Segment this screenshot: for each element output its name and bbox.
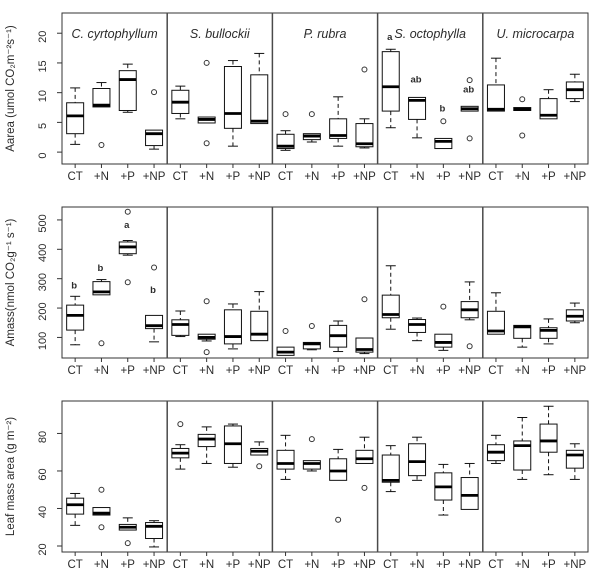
species-title: U. microcarpa bbox=[496, 27, 575, 41]
box-plus-P bbox=[119, 518, 136, 571]
x-tick-label: +P bbox=[330, 171, 346, 183]
x-tick-label: +P bbox=[436, 559, 451, 571]
significance-letter: ab bbox=[463, 84, 475, 96]
outlier-point bbox=[178, 422, 183, 427]
box-CT bbox=[487, 435, 504, 571]
significance-letter: b bbox=[150, 284, 156, 296]
panel-u-microcarpa bbox=[483, 401, 587, 571]
outlier-point bbox=[99, 525, 104, 530]
x-tick-label: +N bbox=[514, 171, 530, 183]
iqr-box bbox=[487, 85, 504, 111]
outlier-point bbox=[467, 136, 472, 141]
x-tick-label: +N bbox=[304, 559, 320, 571]
x-tick-label: +N bbox=[199, 559, 215, 571]
x-tick-label: +NP bbox=[142, 171, 166, 183]
iqr-box bbox=[251, 75, 268, 124]
outlier-point bbox=[152, 90, 157, 95]
box-plus-P bbox=[435, 104, 452, 183]
box-CT bbox=[277, 435, 294, 571]
x-tick-label: +NP bbox=[353, 171, 376, 183]
x-tick-label: CT bbox=[277, 171, 294, 183]
panel-s-octophylla bbox=[378, 401, 482, 571]
species-title: C. cyrtophyllum bbox=[71, 27, 158, 41]
y-tick-label: 100 bbox=[37, 331, 49, 351]
iqr-box bbox=[198, 434, 215, 446]
x-tick-label: +P bbox=[436, 171, 451, 183]
x-tick-label: +NP bbox=[563, 365, 587, 377]
x-tick-label: +NP bbox=[247, 559, 271, 571]
outlier-point bbox=[362, 67, 367, 72]
x-tick-label: CT bbox=[67, 559, 83, 571]
iqr-box bbox=[303, 461, 320, 469]
x-tick-label: +P bbox=[225, 559, 241, 571]
x-tick-label: +NP bbox=[247, 171, 271, 183]
panel-p-rubra bbox=[272, 13, 376, 183]
x-tick-label: CT bbox=[172, 365, 189, 377]
outlier-point bbox=[336, 517, 341, 522]
x-tick-label: +N bbox=[409, 559, 425, 571]
panel-u-microcarpa bbox=[483, 13, 587, 183]
box-plus-NP bbox=[143, 521, 166, 571]
outlier-point bbox=[99, 487, 104, 492]
box-plus-N bbox=[409, 318, 426, 377]
y-axis-label: Aarea (umol CO₂m⁻²s⁻¹) bbox=[5, 25, 17, 152]
outlier-point bbox=[309, 112, 314, 117]
box-plus-N bbox=[93, 487, 110, 571]
iqr-box bbox=[224, 310, 241, 344]
panel-s-bullockii bbox=[167, 401, 271, 571]
panel-s-octophylla bbox=[378, 207, 482, 377]
y-tick-label: 20 bbox=[37, 543, 49, 556]
x-tick-label: CT bbox=[383, 171, 399, 183]
iqr-box bbox=[119, 71, 136, 111]
x-tick-label: +NP bbox=[458, 559, 482, 571]
x-tick-label: CT bbox=[67, 171, 83, 183]
significance-letter: a bbox=[387, 31, 393, 43]
x-tick-label: +N bbox=[514, 365, 530, 377]
outlier-point bbox=[125, 280, 130, 285]
x-tick-label: +N bbox=[93, 365, 109, 377]
y-tick-label: 500 bbox=[37, 214, 49, 233]
boxplot-row-leaf-mass-area bbox=[0, 388, 600, 582]
y-tick-label: 5 bbox=[37, 122, 50, 129]
significance-letter: ab bbox=[410, 74, 422, 86]
outlier-point bbox=[283, 328, 288, 333]
y-tick-label: 400 bbox=[37, 243, 49, 262]
y-tick-label: 0 bbox=[37, 152, 49, 159]
x-tick-label: +N bbox=[199, 171, 215, 183]
y-tick-label: 15 bbox=[37, 60, 49, 73]
x-tick-label: +P bbox=[541, 171, 556, 183]
box-plus-NP bbox=[458, 282, 481, 377]
box-plus-N bbox=[514, 325, 531, 377]
y-tick-label: 80 bbox=[37, 430, 49, 444]
box-plus-P bbox=[540, 406, 557, 571]
x-tick-label: +P bbox=[541, 365, 556, 377]
box-plus-N bbox=[198, 60, 215, 183]
box-plus-P bbox=[435, 464, 452, 571]
outlier-point bbox=[441, 304, 446, 309]
box-plus-P bbox=[224, 424, 241, 571]
x-tick-label: +N bbox=[304, 365, 320, 377]
box-plus-N bbox=[93, 83, 110, 183]
box-plus-P bbox=[330, 321, 347, 377]
x-tick-label: CT bbox=[172, 559, 189, 571]
y-tick-label: 300 bbox=[37, 273, 49, 292]
box-plus-P bbox=[435, 304, 452, 377]
y-axis-label: Amass(nmol CO₂g⁻¹ s⁻¹) bbox=[5, 218, 17, 347]
box-plus-P bbox=[330, 97, 347, 183]
box-plus-P bbox=[330, 449, 347, 571]
iqr-box bbox=[356, 450, 373, 463]
box-plus-NP bbox=[563, 74, 586, 183]
box-CT bbox=[172, 311, 189, 377]
box-CT bbox=[382, 32, 399, 183]
box-plus-N bbox=[409, 75, 426, 183]
box-plus-P bbox=[224, 61, 241, 183]
panel-s-bullockii bbox=[167, 13, 271, 183]
box-plus-P bbox=[119, 209, 136, 377]
x-tick-label: +P bbox=[120, 171, 135, 183]
outlier-point bbox=[441, 119, 446, 124]
box-CT bbox=[172, 86, 189, 183]
iqr-box bbox=[566, 450, 583, 468]
outlier-point bbox=[467, 344, 472, 349]
outlier-point bbox=[99, 341, 104, 346]
outlier-point bbox=[309, 323, 314, 328]
box-plus-N bbox=[198, 299, 215, 377]
outlier-point bbox=[125, 541, 130, 546]
outlier-point bbox=[257, 464, 262, 469]
iqr-box bbox=[67, 305, 84, 330]
box-plus-N bbox=[303, 437, 320, 571]
box-plus-N bbox=[514, 97, 531, 183]
x-tick-label: CT bbox=[277, 559, 294, 571]
iqr-box bbox=[409, 320, 426, 333]
outlier-point bbox=[125, 209, 130, 214]
iqr-box bbox=[461, 478, 478, 510]
x-tick-label: +P bbox=[120, 559, 135, 571]
y-tick-label: 200 bbox=[37, 302, 49, 321]
x-tick-label: +NP bbox=[458, 171, 482, 183]
significance-letter: a bbox=[124, 220, 130, 232]
outlier-point bbox=[362, 485, 367, 490]
panel-c-cyrtophyllum bbox=[67, 487, 166, 571]
x-tick-label: CT bbox=[67, 365, 83, 377]
box-plus-NP bbox=[353, 297, 376, 377]
box-CT bbox=[67, 88, 84, 183]
x-tick-label: CT bbox=[383, 365, 399, 377]
panel-p-rubra bbox=[272, 207, 376, 377]
box-plus-NP bbox=[143, 265, 166, 377]
box-CT bbox=[382, 266, 399, 377]
box-plus-NP bbox=[353, 437, 376, 571]
boxplot-row-aarea bbox=[0, 0, 600, 194]
significance-letter: b bbox=[439, 103, 446, 115]
box-CT bbox=[67, 493, 84, 571]
x-tick-label: +NP bbox=[353, 559, 376, 571]
box-CT bbox=[67, 280, 84, 377]
x-tick-label: CT bbox=[488, 171, 504, 183]
outlier-point bbox=[283, 112, 288, 117]
iqr-box bbox=[67, 498, 84, 514]
x-tick-label: CT bbox=[172, 171, 189, 183]
box-plus-N bbox=[93, 263, 110, 377]
boxplot-row-amass bbox=[0, 194, 600, 388]
box-plus-P bbox=[119, 64, 136, 183]
box-plus-P bbox=[224, 304, 241, 377]
x-tick-label: +NP bbox=[353, 365, 376, 377]
y-tick-label: 10 bbox=[37, 90, 49, 103]
box-CT bbox=[172, 422, 189, 571]
significance-letter: b bbox=[97, 263, 104, 275]
panel-c-cyrtophyllum bbox=[67, 209, 166, 377]
box-plus-NP bbox=[458, 463, 481, 571]
x-tick-label: +P bbox=[330, 559, 346, 571]
iqr-box bbox=[330, 459, 347, 481]
x-tick-label: +N bbox=[93, 559, 109, 571]
outlier-point bbox=[204, 350, 209, 355]
outlier-point bbox=[362, 297, 367, 302]
x-tick-label: +N bbox=[93, 171, 109, 183]
x-tick-label: CT bbox=[488, 559, 504, 571]
iqr-box bbox=[251, 311, 268, 340]
x-tick-label: +N bbox=[409, 171, 425, 183]
box-CT bbox=[277, 328, 294, 377]
iqr-box bbox=[382, 52, 399, 111]
iqr-box bbox=[172, 320, 189, 336]
outlier-point bbox=[204, 141, 209, 146]
box-plus-NP bbox=[248, 292, 271, 377]
x-tick-label: +P bbox=[120, 365, 135, 377]
iqr-box bbox=[382, 455, 399, 482]
x-tick-label: +NP bbox=[142, 559, 166, 571]
outlier-point bbox=[204, 60, 209, 65]
y-tick-label: 20 bbox=[37, 30, 49, 43]
x-tick-label: +P bbox=[225, 365, 241, 377]
x-tick-label: +N bbox=[514, 559, 530, 571]
outlier-point bbox=[204, 299, 209, 304]
box-plus-P bbox=[540, 90, 557, 183]
box-plus-NP bbox=[143, 90, 166, 183]
iqr-box bbox=[435, 334, 452, 347]
iqr-box bbox=[224, 67, 241, 129]
panel-c-cyrtophyllum bbox=[67, 27, 166, 183]
x-tick-label: +NP bbox=[247, 365, 271, 377]
y-tick-label: 60 bbox=[37, 468, 49, 481]
x-tick-label: +P bbox=[436, 365, 451, 377]
x-tick-label: CT bbox=[488, 365, 504, 377]
x-tick-label: +N bbox=[409, 365, 425, 377]
x-tick-label: CT bbox=[277, 365, 294, 377]
outlier-point bbox=[467, 78, 472, 83]
outlier-point bbox=[520, 97, 525, 102]
y-tick-label: 40 bbox=[37, 505, 49, 519]
outlier-point bbox=[99, 142, 104, 147]
x-tick-label: +NP bbox=[142, 365, 166, 377]
x-tick-label: +NP bbox=[563, 171, 587, 183]
box-plus-NP bbox=[563, 303, 586, 377]
x-tick-label: CT bbox=[383, 559, 399, 571]
outlier-point bbox=[152, 265, 157, 270]
plot-border bbox=[62, 207, 588, 358]
species-title: P. rubra bbox=[303, 27, 347, 41]
plot-border bbox=[62, 401, 588, 552]
box-plus-N bbox=[303, 323, 320, 377]
box-plus-N bbox=[303, 112, 320, 183]
iqr-box bbox=[67, 103, 84, 134]
box-plus-N bbox=[409, 437, 426, 571]
panel-s-octophylla bbox=[378, 13, 482, 183]
species-title: S. octophylla bbox=[394, 27, 466, 41]
panel-p-rubra bbox=[272, 401, 376, 571]
y-axis-label: Leaf mass area (g m⁻²) bbox=[5, 416, 17, 537]
box-CT bbox=[277, 112, 294, 183]
x-tick-label: +P bbox=[541, 559, 556, 571]
x-tick-label: +N bbox=[304, 171, 320, 183]
outlier-point bbox=[309, 437, 314, 442]
iqr-box bbox=[277, 450, 294, 469]
significance-letter: b bbox=[71, 280, 78, 292]
iqr-box bbox=[540, 424, 557, 452]
box-plus-P bbox=[540, 319, 557, 377]
box-plus-NP bbox=[353, 67, 376, 183]
panel-u-microcarpa bbox=[483, 207, 587, 377]
iqr-box bbox=[409, 444, 426, 476]
box-plus-NP bbox=[458, 78, 481, 183]
x-tick-label: +N bbox=[199, 365, 215, 377]
outlier-point bbox=[520, 133, 525, 138]
box-CT bbox=[487, 293, 504, 377]
x-tick-label: +P bbox=[225, 171, 241, 183]
box-plus-N bbox=[514, 418, 531, 571]
x-tick-label: +P bbox=[330, 365, 346, 377]
x-tick-label: +NP bbox=[458, 365, 482, 377]
x-tick-label: +NP bbox=[563, 559, 587, 571]
box-plus-N bbox=[198, 427, 215, 571]
species-title: S. bullockii bbox=[189, 27, 250, 41]
iqr-box bbox=[435, 138, 452, 148]
panel-s-bullockii bbox=[167, 207, 271, 377]
